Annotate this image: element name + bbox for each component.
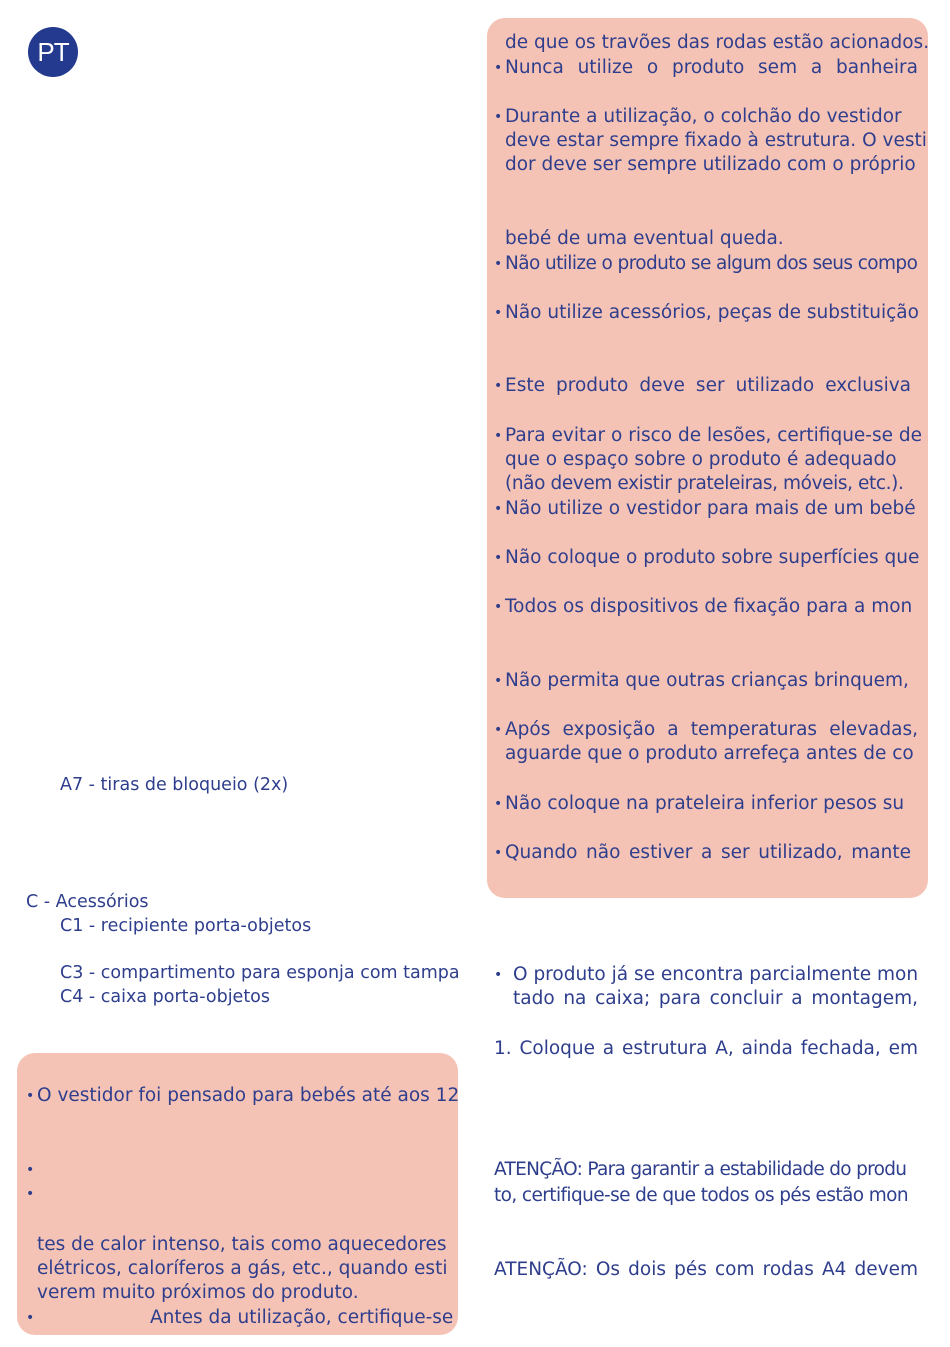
warning-line: O vestidor foi pensado para bebés até aos 12	[37, 1085, 460, 1106]
warning-line: dor deve ser sempre utilizado com o próprio	[505, 154, 916, 175]
warning-line: Durante a utilização, o colchão do vestidor	[505, 106, 902, 127]
warning-line: Antes da utilização, certifique-se	[150, 1307, 454, 1328]
warning-line: (não devem existir prateleiras, móveis, etc.).	[505, 473, 904, 494]
warning-line: Todos os dispositivos de fixação para a mon	[505, 596, 913, 617]
bullet-icon: •	[494, 501, 503, 517]
bullet-icon: •	[26, 1186, 35, 1202]
warning-line: deve estar sempre fixado à estrutura. O vesti	[505, 130, 927, 151]
assembly-note: tado na caixa; para concluir a montagem,	[513, 988, 918, 1009]
warning-line: Este produto deve ser utilizado exclusiva	[505, 375, 911, 396]
warning-line: Não utilize o vestidor para mais de um bebé	[505, 498, 916, 519]
bullet-icon: •	[494, 796, 503, 812]
warning-line: aguarde que o produto arrefeça antes de co	[505, 743, 914, 764]
warning-line: Não utilize acessórios, peças de substituição	[505, 302, 919, 323]
section-heading-accessories: C - Acessórios	[26, 892, 149, 912]
bullet-icon: •	[26, 1310, 35, 1326]
warning-line: Nunca utilize o produto sem a banheira	[505, 57, 918, 78]
warning-line: Quando não estiver a ser utilizado, mante	[505, 842, 911, 863]
language-badge: PT	[28, 27, 78, 77]
warning-line: Não coloque o produto sobre superfícies que	[505, 547, 920, 568]
component-a7: A7 - tiras de bloqueio (2x)	[60, 775, 289, 795]
bullet-icon: •	[26, 1162, 35, 1178]
bullet-icon: •	[494, 722, 503, 738]
warning-line: de que os travões das rodas estão acionados.	[505, 32, 930, 53]
warning-line: Após exposição a temperaturas elevadas,	[505, 719, 918, 740]
bullet-icon: •	[494, 550, 503, 566]
bullet-icon: •	[494, 967, 503, 983]
accessory-c1: C1 - recipiente porta-objetos	[60, 916, 312, 936]
warning-line: verem muito próximos do produto.	[37, 1282, 359, 1303]
bullet-icon: •	[494, 305, 503, 321]
bullet-icon: •	[494, 60, 503, 76]
warning-line: elétricos, caloríferos a gás, etc., quando esti	[37, 1258, 448, 1279]
warning-line: bebé de uma eventual queda.	[505, 228, 784, 249]
bullet-icon: •	[494, 428, 503, 444]
warning-line: Não utilize o produto se algum dos seus compo	[505, 253, 918, 274]
warning-line: Para evitar o risco de lesões, certifique-se de	[505, 425, 923, 446]
bullet-icon: •	[494, 109, 503, 125]
attention-note: ATENÇÃO: Os dois pés com rodas A4 devem	[494, 1259, 918, 1280]
assembly-note: O produto já se encontra parcialmente mon	[513, 964, 919, 985]
accessory-c3: C3 - compartimento para esponja com tampa	[60, 963, 460, 983]
accessory-c4: C4 - caixa porta-objetos	[60, 987, 271, 1007]
warning-line: tes de calor intenso, tais como aquecedores	[37, 1234, 447, 1255]
assembly-step-1: 1. Coloque a estrutura A, ainda fechada, em	[494, 1038, 918, 1059]
bullet-icon: •	[494, 673, 503, 689]
bullet-icon: •	[494, 378, 503, 394]
bullet-icon: •	[494, 599, 503, 615]
bullet-icon: •	[494, 256, 503, 272]
warning-line: Não permita que outras crianças brinquem,	[505, 670, 909, 691]
bullet-icon: •	[26, 1088, 35, 1104]
warning-line: que o espaço sobre o produto é adequado	[505, 449, 897, 470]
bullet-icon: •	[494, 845, 503, 861]
warning-line: Não coloque na prateleira inferior pesos su	[505, 793, 905, 814]
attention-note: to, certifique-se de que todos os pés estão mon	[494, 1185, 909, 1206]
attention-note: ATENÇÃO: Para garantir a estabilidade do produ	[494, 1159, 907, 1180]
